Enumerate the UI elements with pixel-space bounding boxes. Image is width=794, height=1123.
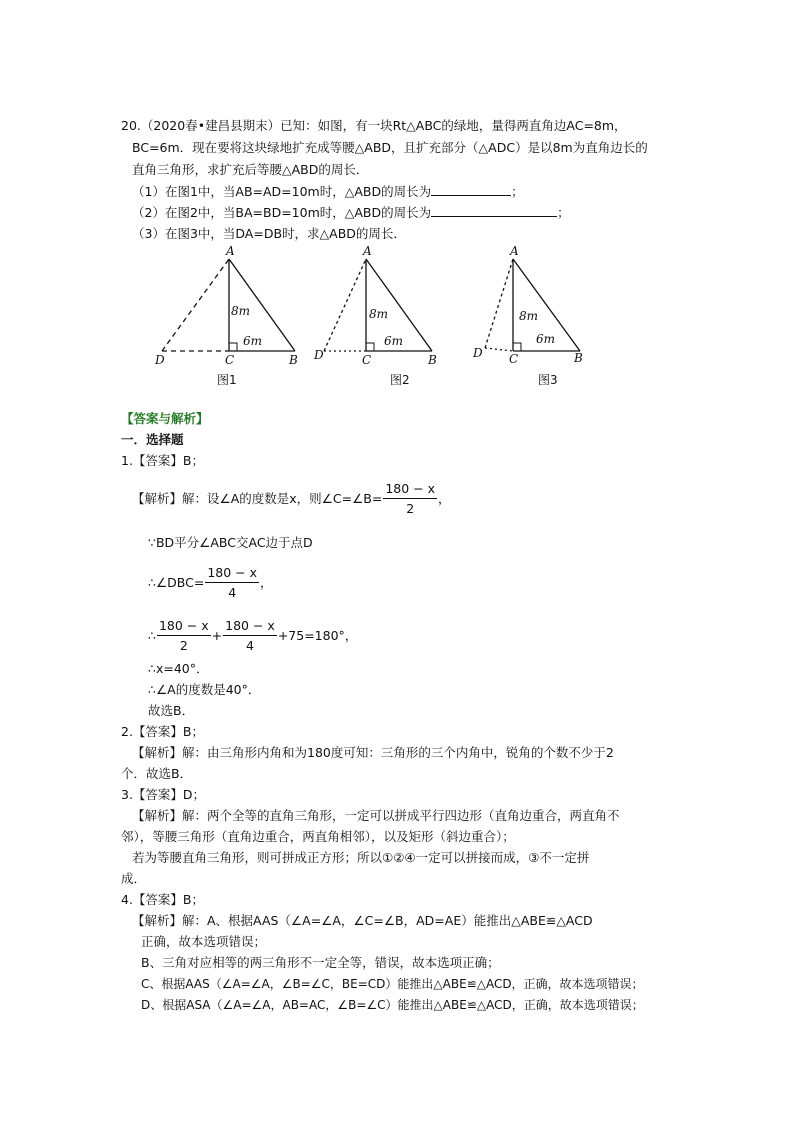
q1-fraction-1 [383,480,437,519]
q2-solution-line-1: 【解析】解：由三角形内角和为180度可知：三角形的三个内角中，锐角的个数不少于2 [132,745,614,760]
q1-fraction-4 [223,617,277,656]
fig1-label-C: C [225,353,235,367]
q3-answer: 3.【答案】D； [121,787,206,802]
part-1-text: （1）在图1中，当AB=AD=10m时，△ABD的周长为 [132,184,432,199]
q1-frac3-num: 180 − x [157,617,211,636]
figure-1 [154,244,298,387]
q1-step3-plus: + [211,628,223,643]
fig3-label-B: B [574,351,583,365]
q4-answer: 4.【答案】B； [121,892,205,907]
part-1-end: ； [511,184,524,199]
q1-frac4-num: 180 − x [223,617,277,636]
fig1-label-D: D [155,353,165,367]
fig2-label-C: C [362,353,372,367]
q2-solution-line-2: 个．故选B． [121,766,193,781]
q1-fraction-3 [157,617,211,656]
q1-step3-pre: ∴ [148,628,156,643]
q3-solution-line-4: 成． [121,871,147,886]
figures [140,240,610,395]
question-line-1: 20.（2020春•建昌县期末）已知：如图，有一块Rt△ABC的绿地，量得两直角边AC=8m， [121,118,627,133]
q1-solution-intro [132,480,451,519]
fig3-caption: 图3 [538,373,558,387]
question-part-1 [132,183,524,201]
figure-2 [313,244,437,387]
q4-solution-line-5: D、根据ASA（∠A=∠A，AB=AC，∠B=∠C）能推出△ABE≌△ACD，正确，故本选项错误； [141,998,644,1012]
fig1-caption: 图1 [217,373,237,387]
q1-step-1: ∵BD平分∠ABC交AC边于点D [148,535,313,550]
fig1-label-B: B [289,353,298,367]
q1-step2-post: ， [260,575,273,590]
question-part-2 [132,204,570,222]
q1-step-4: ∴x=40°． [148,661,209,676]
question-line-3: 直角三角形，求扩充后等腰△ABD的周长． [132,162,369,177]
q1-step-5: ∴∠A的度数是40°． [148,682,261,697]
q1-step3-post: +75=180°， [277,628,358,643]
q1-step2-pre: ∴∠DBC= [148,575,205,590]
q3-solution-line-1: 【解析】解：两个全等的直角三角形，一定可以拼成平行四边形（直角边重合，两直角不 [132,808,620,823]
fig1-label-bc: 6m [243,334,263,348]
fig3-label-A: A [510,244,519,258]
q4-solution-line-3: B、三角对应相等的两三角形不一定全等，错误，故本选项正确； [141,955,500,970]
q1-step-3 [148,617,357,656]
q1-answer: 1.【答案】B； [121,453,205,468]
fig2-label-ac: 8m [369,307,389,321]
part-2-text: （2）在图2中，当BA=BD=10m时，△ABD的周长为 [132,205,432,220]
q2-answer: 2.【答案】B； [121,724,205,739]
fig2-label-D: D [314,348,324,362]
q1-sol-post: ， [438,491,451,506]
fig1-label-ac: 8m [231,304,251,318]
answer-blank-2[interactable] [431,204,557,217]
fig2-label-A: A [363,244,372,258]
fig3-label-D: D [473,346,483,360]
q1-sol-pre: 【解析】解：设∠A的度数是x，则∠C=∠B= [132,491,383,506]
answer-blank-1[interactable] [431,183,511,196]
q1-frac4-den: 4 [245,638,254,653]
figure-3 [472,244,583,387]
fig3-label-ac: 8m [519,309,539,323]
q1-step-6: 故选B． [148,703,195,718]
q1-step-2 [148,564,273,603]
q4-solution-line-1: 【解析】解：A、根据AAS（∠A=∠A，∠C=∠B，AD=AE）能推出△ABE≌△ACD [132,913,593,928]
q3-solution-line-2: 邻），等腰三角形（直角边重合，两直角相邻），以及矩形（斜边重合）； [121,829,515,844]
q1-frac2-den: 4 [228,585,237,600]
q4-solution-line-2: 正确，故本选项错误； [141,934,267,949]
q3-solution-line-3: 若为等腰直角三角形，则可拼成正方形；所以①②④一定可以拼接而成，③不一定拼 [132,850,590,865]
q1-frac2-num: 180 − x [205,564,259,583]
section-title: 一．选择题 [121,432,184,447]
q1-frac1-num: 180 − x [383,480,437,499]
q4-solution-line-4: C、根据AAS（∠A=∠A，∠B=∠C，BE=CD）能推出△ABE≌△ACD，正确，故本选项错误； [141,977,644,991]
q1-frac3-den: 2 [179,638,188,653]
q1-fraction-2 [205,564,259,603]
q1-frac1-den: 2 [406,501,415,516]
question-part-3: （3）在图3中，当DA=DB时，求△ABD的周长． [132,226,406,241]
answer-header: 【答案与解析】 [121,411,209,426]
fig3-label-bc: 6m [536,332,556,346]
fig2-label-bc: 6m [384,334,404,348]
part-2-end: ； [557,205,570,220]
fig2-caption: 图2 [390,373,410,387]
fig3-label-C: C [509,352,519,366]
fig1-label-A: A [226,244,235,258]
fig2-label-B: B [428,353,437,367]
question-line-2: BC=6m．现在要将这块绿地扩充成等腰△ABD，且扩充部分（△ADC）是以8m为直角边长的 [132,140,648,155]
